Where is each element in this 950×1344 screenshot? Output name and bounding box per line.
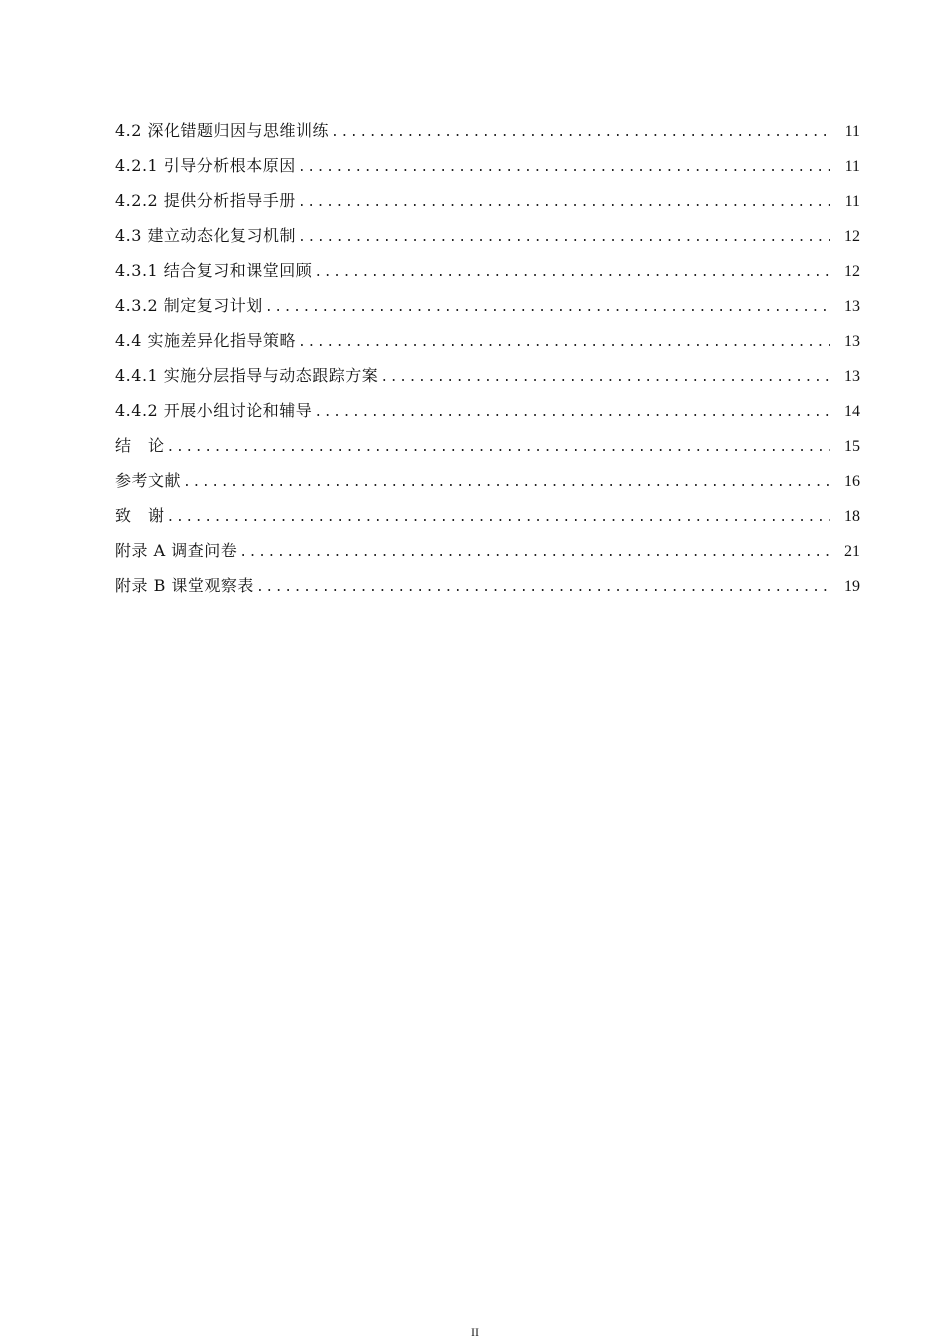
table-of-contents bbox=[115, 113, 860, 603]
toc-entry[interactable] bbox=[115, 183, 860, 218]
toc-entry-page: 13 bbox=[844, 298, 860, 315]
toc-entry[interactable] bbox=[115, 288, 860, 323]
page-number: II bbox=[471, 1325, 479, 1339]
toc-dot-leader bbox=[167, 500, 830, 535]
toc-entry-page: 19 bbox=[844, 578, 860, 595]
toc-entry-page: 11 bbox=[844, 123, 860, 140]
toc-entry-label: 4.4.1 实施分层指导与动态跟踪方案 bbox=[115, 366, 379, 385]
toc-entry-label: 附录 B 课堂观察表 bbox=[115, 576, 254, 595]
toc-entry[interactable] bbox=[115, 393, 860, 428]
toc-dot-leader bbox=[298, 150, 830, 185]
toc-entry-page: 11 bbox=[844, 193, 860, 210]
toc-dot-leader bbox=[239, 535, 830, 570]
toc-entry-label: 4.3.1 结合复习和课堂回顾 bbox=[115, 261, 313, 280]
toc-entry-label: 4.2 深化错题归因与思维训练 bbox=[115, 121, 330, 140]
toc-entry[interactable] bbox=[115, 568, 860, 603]
toc-dot-leader bbox=[331, 115, 830, 150]
toc-entry-label: 4.3.2 制定复习计划 bbox=[115, 296, 263, 315]
toc-dot-leader bbox=[314, 395, 830, 430]
toc-entry-label: 4.3 建立动态化复习机制 bbox=[115, 226, 297, 245]
toc-entry-page: 12 bbox=[844, 228, 860, 245]
toc-entry-label: 4.4.2 开展小组讨论和辅导 bbox=[115, 401, 313, 420]
toc-entry-page: 12 bbox=[844, 263, 860, 280]
toc-entry[interactable] bbox=[115, 428, 860, 463]
toc-entry-page: 13 bbox=[844, 368, 860, 385]
toc-entry-label: 4.2.1 引导分析根本原因 bbox=[115, 156, 296, 175]
toc-dot-leader bbox=[265, 290, 830, 325]
toc-entry-label: 附录 A 调查问卷 bbox=[115, 541, 238, 560]
toc-dot-leader bbox=[380, 360, 830, 395]
toc-entry-label: 4.2.2 提供分析指导手册 bbox=[115, 191, 296, 210]
toc-entry[interactable] bbox=[115, 358, 860, 393]
toc-entry-page: 14 bbox=[844, 403, 860, 420]
toc-entry-page: 16 bbox=[844, 473, 860, 490]
toc-dot-leader bbox=[298, 220, 830, 255]
toc-entry[interactable] bbox=[115, 533, 860, 568]
toc-entry-page: 13 bbox=[844, 333, 860, 350]
toc-entry[interactable] bbox=[115, 323, 860, 358]
toc-entry-label: 结 论 bbox=[115, 436, 165, 455]
toc-dot-leader bbox=[298, 325, 830, 360]
toc-entry-page: 21 bbox=[844, 543, 860, 560]
toc-dot-leader bbox=[167, 430, 830, 465]
toc-entry-page: 15 bbox=[844, 438, 860, 455]
toc-dot-leader bbox=[314, 255, 830, 290]
toc-dot-leader bbox=[256, 570, 830, 605]
toc-entry-page: 18 bbox=[844, 508, 860, 525]
toc-entry-label: 4.4 实施差异化指导策略 bbox=[115, 331, 297, 350]
toc-entry[interactable] bbox=[115, 113, 860, 148]
toc-entry[interactable] bbox=[115, 253, 860, 288]
toc-entry-page: 11 bbox=[844, 158, 860, 175]
toc-entry[interactable] bbox=[115, 463, 860, 498]
toc-entry[interactable] bbox=[115, 498, 860, 533]
toc-entry-label: 致 谢 bbox=[115, 506, 165, 525]
toc-dot-leader bbox=[183, 465, 830, 500]
toc-entry-label: 参考文献 bbox=[115, 471, 182, 490]
toc-entry[interactable] bbox=[115, 218, 860, 253]
toc-entry[interactable] bbox=[115, 148, 860, 183]
toc-dot-leader bbox=[298, 185, 830, 220]
